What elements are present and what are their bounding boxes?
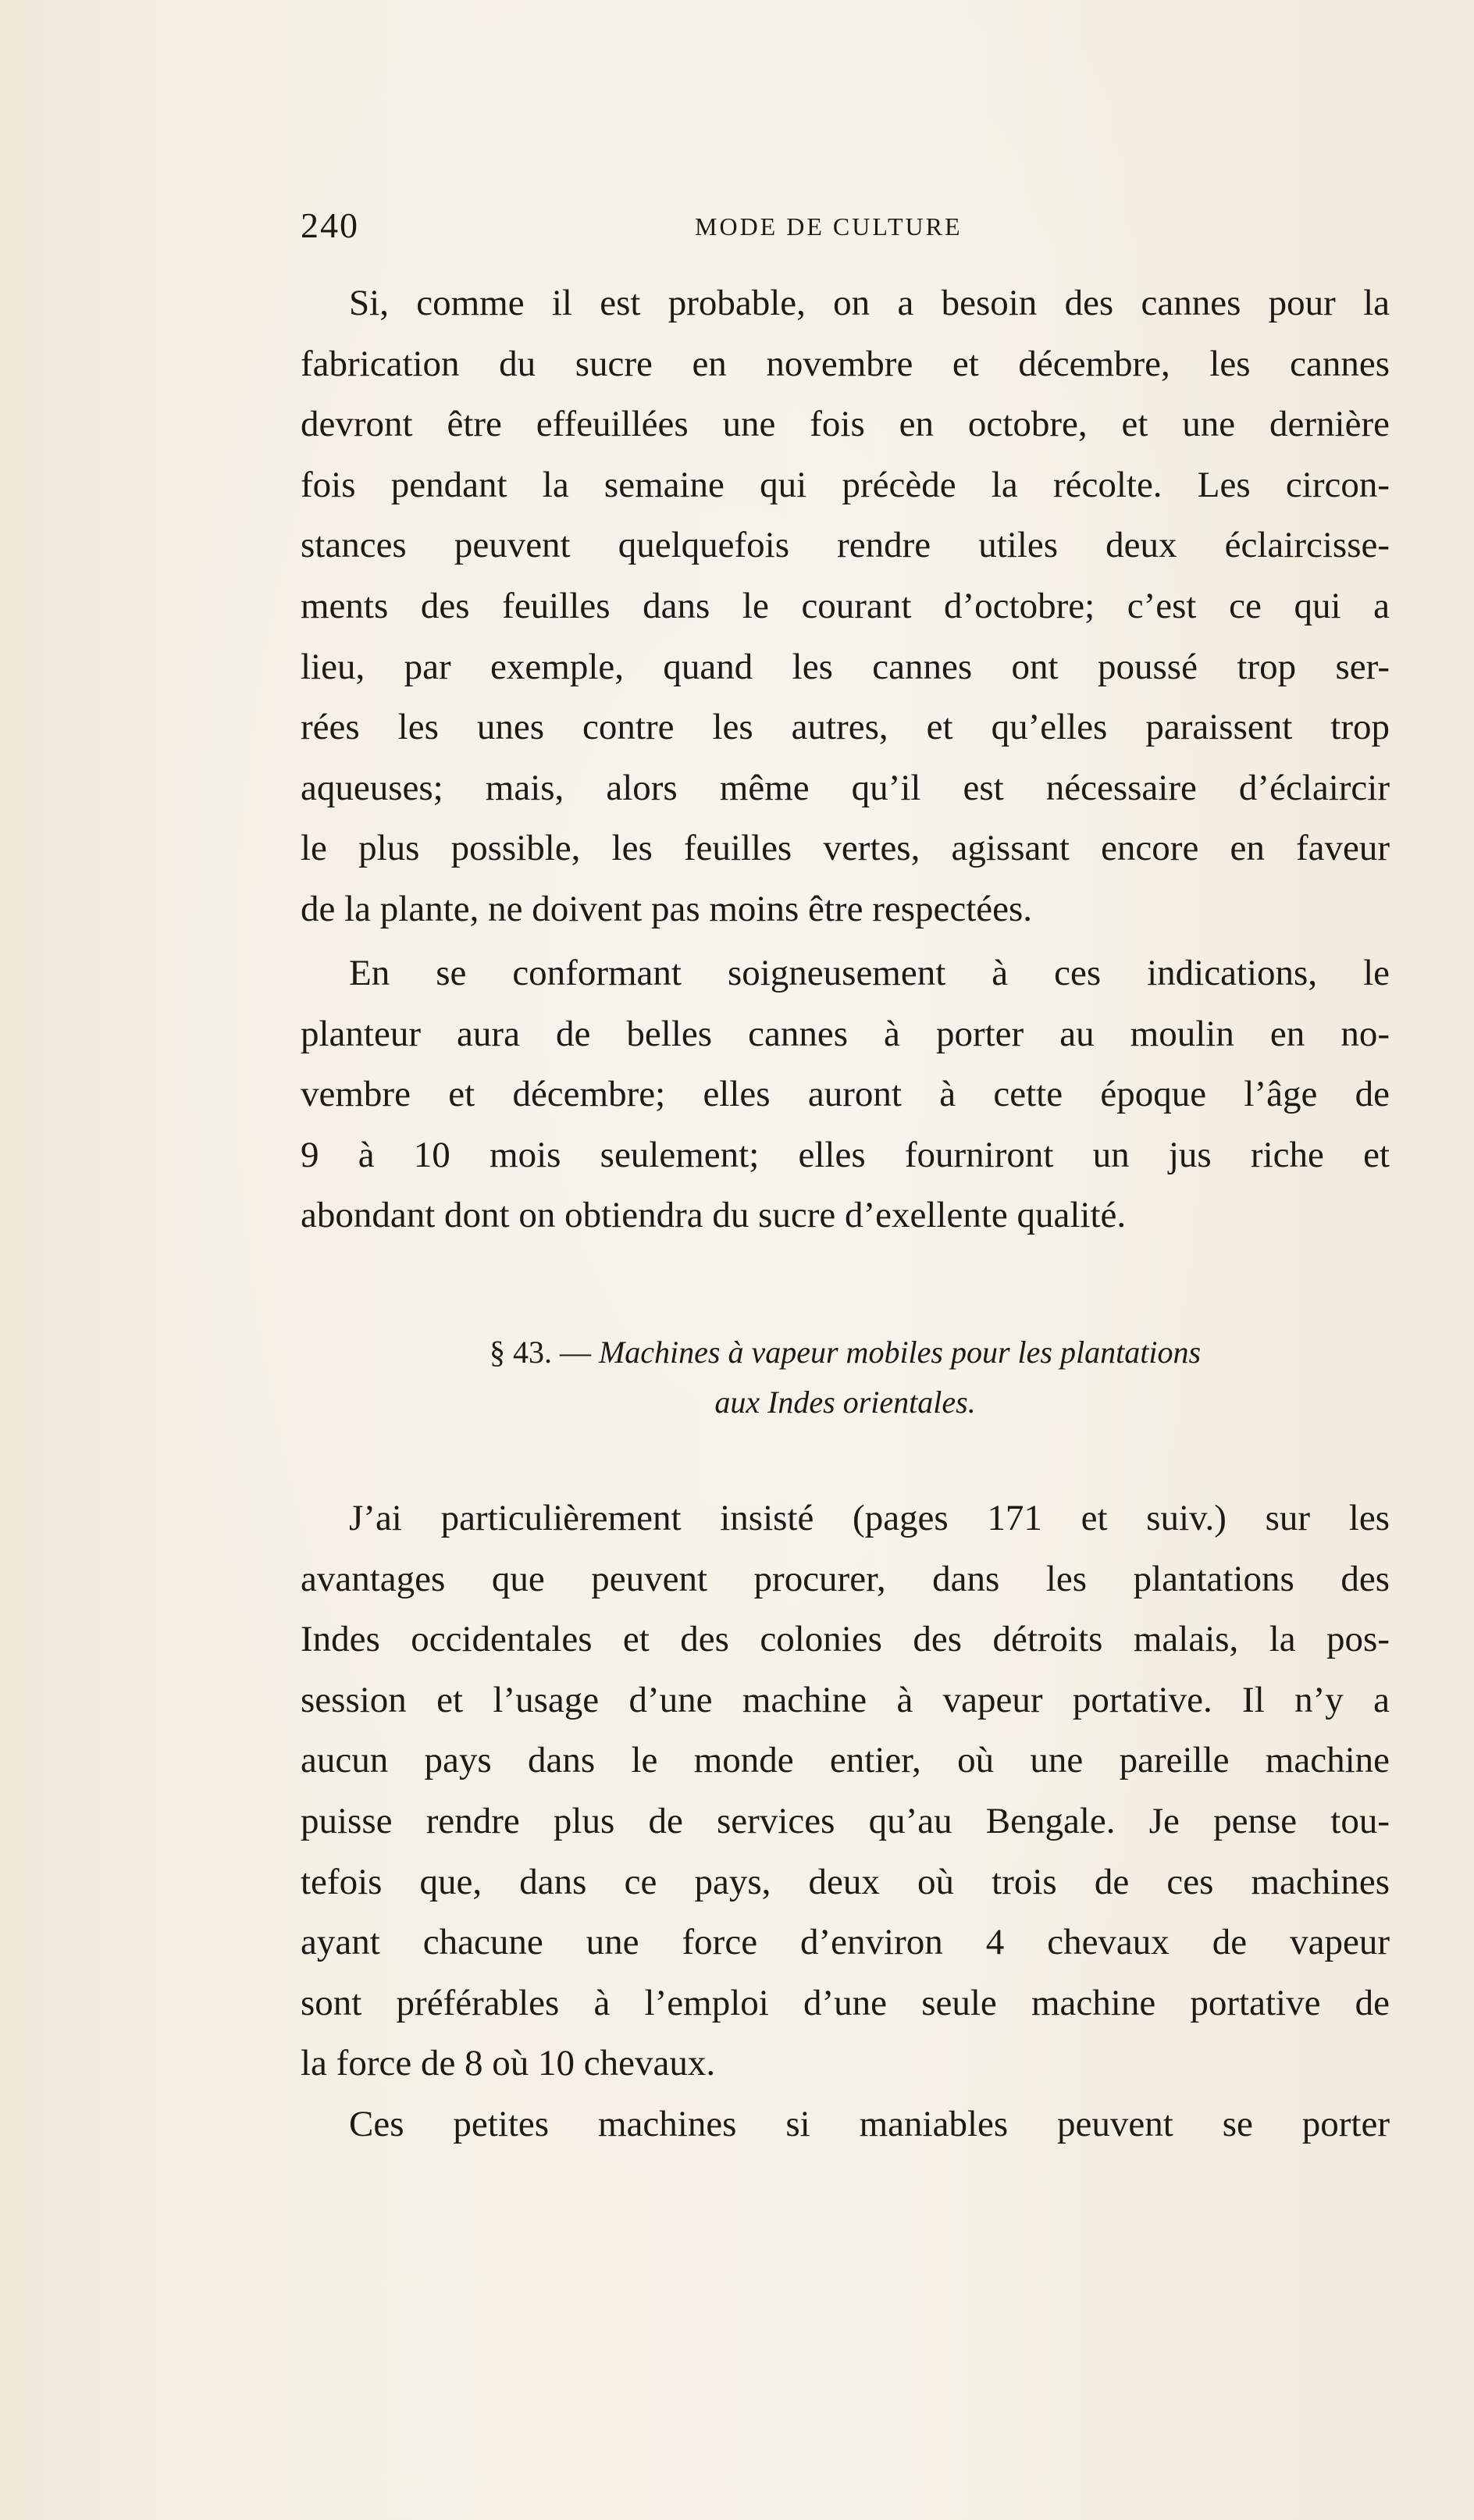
text-line: le plus possible, les feuilles vertes, agissant encore en faveur <box>301 828 1390 869</box>
text-line: de la plante, ne doivent pas moins être respectées. <box>301 888 1033 929</box>
text-line: stances peuvent quelquefois rendre utiles deux éclaircisse- <box>301 525 1390 566</box>
text-block-bottom <box>301 1488 1390 2155</box>
text-line: la force de 8 où 10 chevaux. <box>301 2043 716 2084</box>
text-line: J’ai particulièrement insisté (pages 171 et suiv.) sur les <box>349 1498 1390 1538</box>
text-line: En se conformant soigneusement à ces indications, le <box>349 953 1390 993</box>
paragraph-4 <box>301 2094 1390 2155</box>
section-dash: — <box>559 1335 591 1370</box>
section-heading-line-2: aux Indes orientales. <box>714 1385 976 1420</box>
section-number: § 43. <box>489 1335 552 1370</box>
text-line: ments des feuilles dans le courant d’octobre; c’est ce qui a <box>301 585 1390 626</box>
text-line: aqueuses; mais, alors même qu’il est nécessaire d’éclaircir <box>301 767 1390 808</box>
text-block-top <box>301 273 1390 940</box>
text-line: puisse rendre plus de services qu’au Bengale. Je pense tou- <box>301 1800 1390 1841</box>
section-heading-line-1 <box>301 1328 1390 1378</box>
text-line: Si, comme il est probable, on a besoin des cannes pour la <box>349 283 1390 323</box>
text-line: session et l’usage d’une machine à vapeur portative. Il n’y a <box>301 1679 1390 1720</box>
text-line: rées les unes contre les autres, et qu’elles paraissent trop <box>301 707 1390 748</box>
text-line: avantages que peuvent procurer, dans les plantations des <box>301 1558 1390 1599</box>
text-line: planteur aura de belles cannes à porter au moulin en no- <box>301 1013 1390 1054</box>
running-head <box>301 205 1390 251</box>
paragraph-1 <box>301 273 1390 940</box>
text-block-second <box>301 943 1390 1246</box>
section-title: Machines à vapeur mobiles pour les plantations <box>598 1335 1202 1370</box>
text-line: vembre et décembre; elles auront à cette époque l’âge de <box>301 1074 1390 1115</box>
text-line: devront être effeuillées une fois en octobre, et une dernière <box>301 404 1390 445</box>
text-line: fabrication du sucre en novembre et décembre, les cannes <box>301 343 1390 384</box>
running-title: MODE DE CULTURE <box>695 212 963 241</box>
text-line: aucun pays dans le monde entier, où une pareille machine <box>301 1740 1390 1781</box>
page-number: 240 <box>301 205 359 245</box>
text-line: 9 à 10 mois seulement; elles fourniront un jus riche et <box>301 1134 1390 1175</box>
text-line: fois pendant la semaine qui précède la récolte. Les circon- <box>301 464 1390 505</box>
text-line: tefois que, dans ce pays, deux où trois de ces machines <box>301 1861 1390 1902</box>
text-line: Ces petites machines si maniables peuvent se porter <box>349 2103 1390 2144</box>
text-line: ayant chacune une force d’environ 4 chevaux de vapeur <box>301 1922 1390 1963</box>
section-heading <box>301 1328 1390 1428</box>
text-line: Indes occidentales et des colonies des détroits malais, la pos- <box>301 1619 1390 1660</box>
text-line: sont préférables à l’emploi d’une seule machine portative de <box>301 1982 1390 2023</box>
text-line: lieu, par exemple, quand les cannes ont poussé trop ser- <box>301 646 1390 687</box>
paragraph-3 <box>301 1488 1390 2094</box>
paragraph-2 <box>301 943 1390 1246</box>
text-line: abondant dont on obtiendra du sucre d’exellente qualité. <box>301 1195 1127 1236</box>
